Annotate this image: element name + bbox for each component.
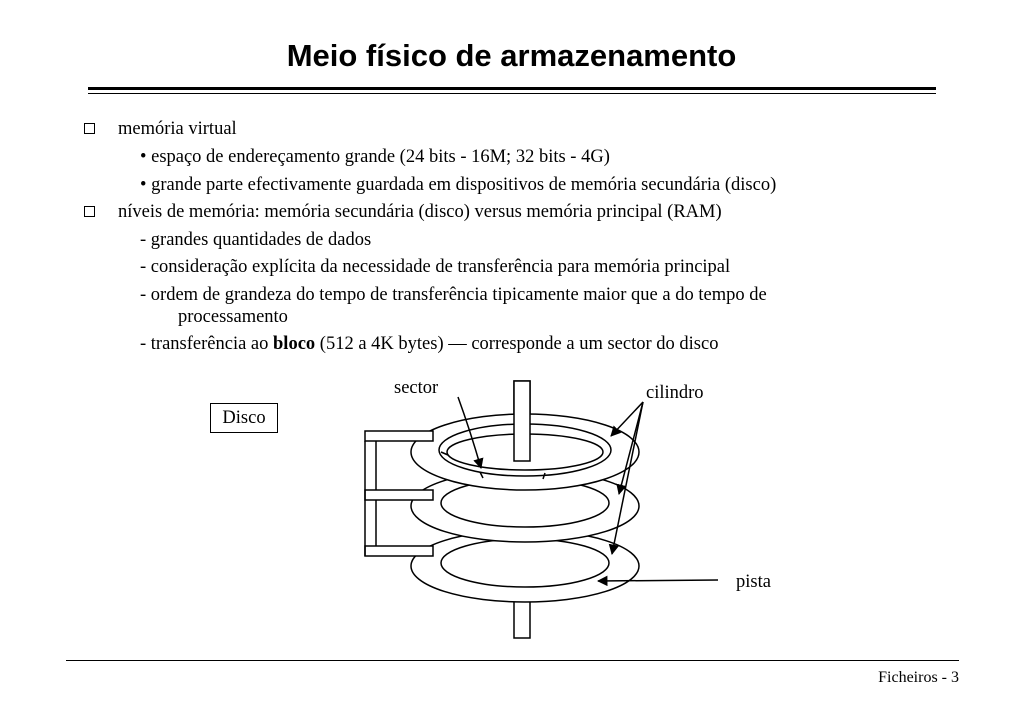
- footer-rule: [66, 660, 959, 661]
- label-pista: pista: [736, 572, 771, 592]
- transferencia-text-start: - transferência ao: [140, 334, 274, 354]
- cilindro-arrow: [612, 402, 643, 554]
- disco-label-box: Disco: [210, 403, 278, 433]
- footer-page-label: Ficheiros - 3: [878, 669, 959, 686]
- bloco-term: bloco: [273, 334, 316, 354]
- label-cilindro: cilindro: [646, 383, 704, 403]
- bullet-memoria-virtual: memória virtual: [118, 119, 237, 139]
- sub-item-consideracao: - consideração explícita da necessidade de transferência para memória principal: [140, 257, 731, 277]
- sub-bullet-grande-parte: • grande parte efectivamente guardada em dispositivos de memória secundária (disco): [140, 175, 777, 195]
- pista-arrow: [598, 580, 718, 581]
- transferencia-text-end: (512 a 4K bytes) — corresponde a um sector do disco: [315, 334, 719, 354]
- sub-item-ordem-grandeza-cont: processamento: [178, 307, 288, 327]
- sub-bullet-espaco: • espaço de endereçamento grande (24 bits - 16M; 32 bits - 4G): [140, 147, 610, 167]
- sub-item-grandes-quantidades: - grandes quantidades de dados: [140, 230, 372, 250]
- slide-title: Meio físico de armazenamento: [286, 38, 737, 73]
- bullet-niveis-memoria: níveis de memória: memória secundária (disco) versus memória principal (RAM): [118, 202, 722, 222]
- sub-item-ordem-grandeza: - ordem de grandeza do tempo de transferência tipicamente maior que a do tempo de: [140, 285, 767, 305]
- label-sector: sector: [394, 378, 439, 398]
